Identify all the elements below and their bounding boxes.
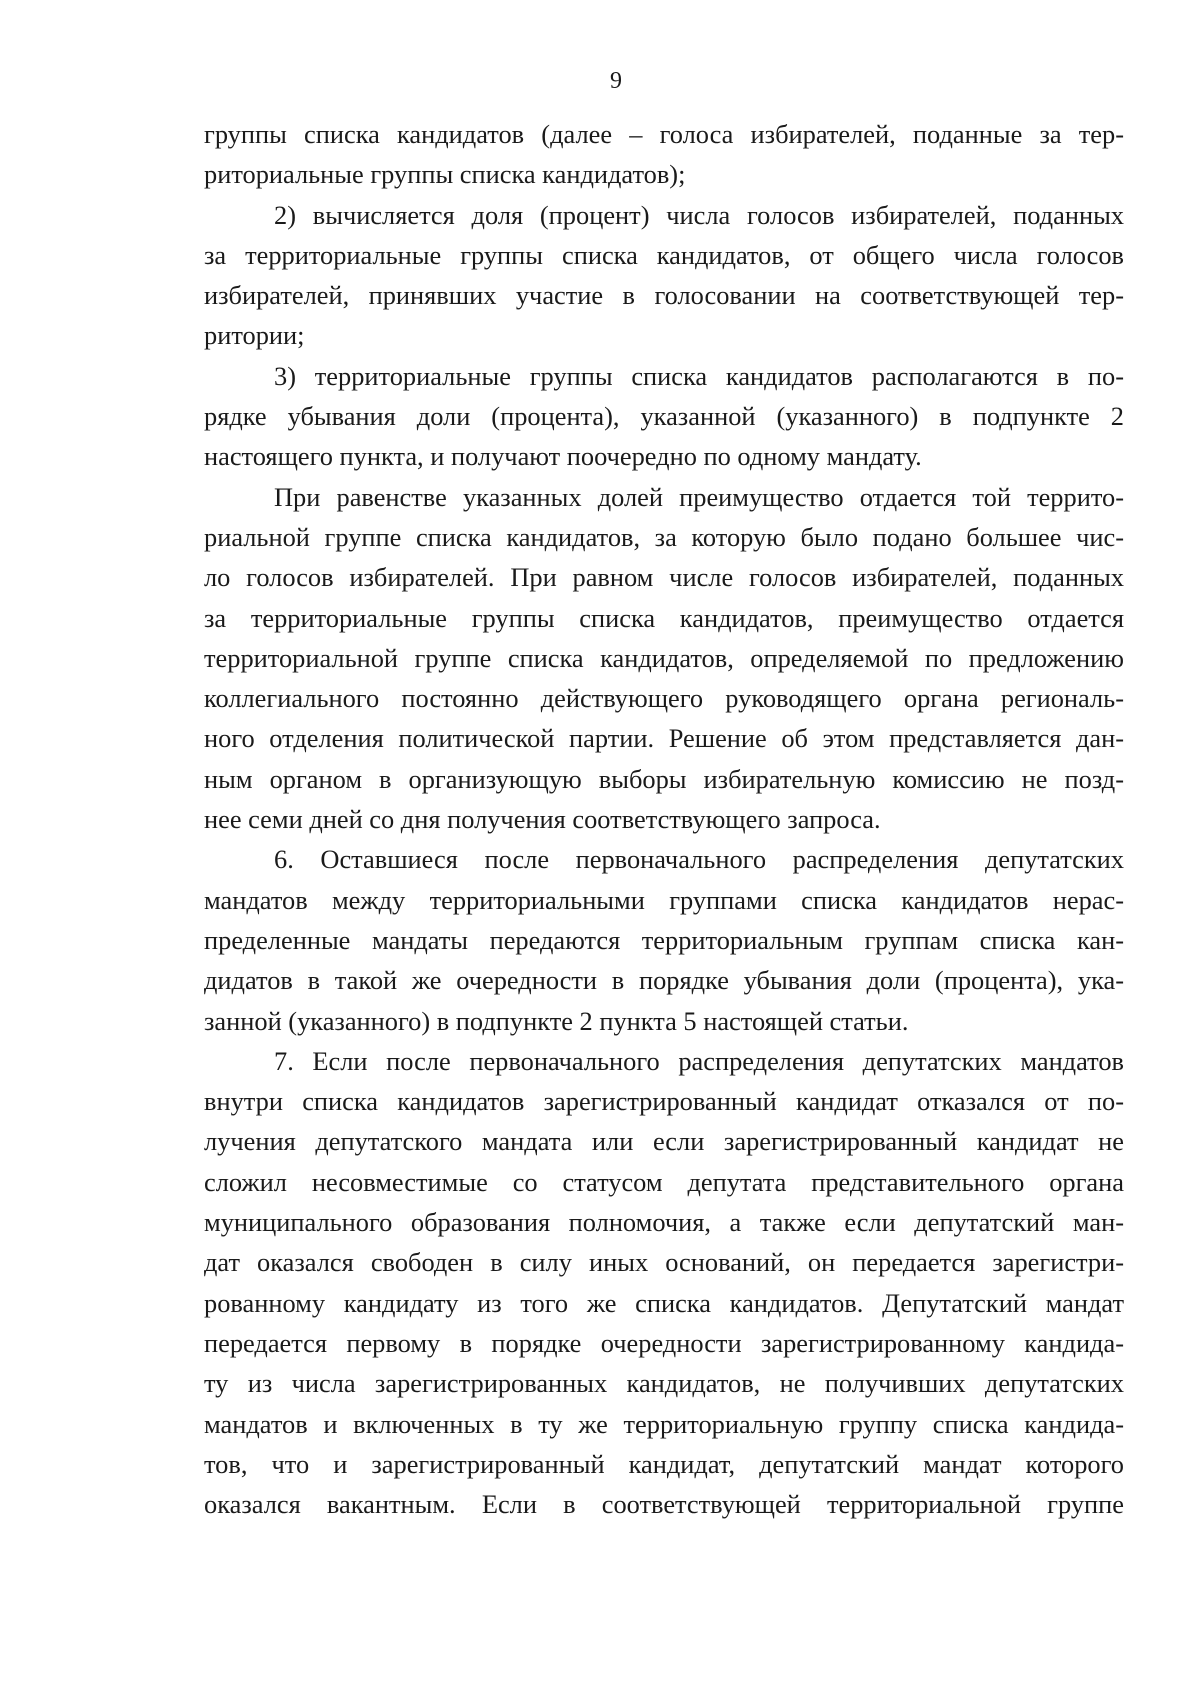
text-line: мандатов между территориальными группами списка кандидатов нерас- xyxy=(204,884,1124,915)
text-line: за территориальные группы списка кандидатов, преимущество отдается xyxy=(204,602,1124,633)
text-line: за территориальные группы списка кандидатов, от общего числа голосов xyxy=(204,239,1124,270)
text-line: риальной группе списка кандидатов, за которую было подано большее чис- xyxy=(204,521,1124,552)
text-line: тов, что и зарегистрированный кандидат, депутатский мандат которого xyxy=(204,1448,1124,1479)
text-line: группы списка кандидатов (далее – голоса избирателей, поданные за тер- xyxy=(204,119,1124,149)
text-line: ритории; xyxy=(204,320,305,351)
text-line: рованному кандидату из того же списка кандидатов. Депутатский мандат xyxy=(204,1287,1124,1318)
text-line: ным органом в организующую выборы избирательную комиссию не позд- xyxy=(204,763,1124,794)
text-line: 7. Если после первоначального распределения депутатских мандатов xyxy=(274,1045,1124,1076)
text-line: ло голосов избирателей. При равном числе голосов избирателей, поданных xyxy=(204,562,1124,593)
text-line: территориальной группе списка кандидатов, определяемой по предложению xyxy=(204,642,1124,673)
text-line: мандатов и включенных в ту же территориальную группу списка кандида- xyxy=(204,1408,1124,1439)
text-line: дидатов в такой же очередности в порядке убывания доли (процента), ука- xyxy=(204,965,1124,996)
text-line: лучения депутатского мандата или если зарегистрированный кандидат не xyxy=(204,1126,1124,1157)
text-line: оказался вакантным. Если в соответствующей территориальной группе xyxy=(204,1489,1124,1520)
text-line: При равенстве указанных долей преимущество отдается той террито- xyxy=(274,481,1124,512)
text-line: муниципального образования полномочия, а также если депутатский ман- xyxy=(204,1207,1124,1238)
text-line: 2) вычисляется доля (процент) числа голосов избирателей, поданных xyxy=(274,199,1124,230)
text-line: ту из числа зарегистрированных кандидатов, не получивших депутатских xyxy=(204,1368,1124,1399)
text-line: внутри списка кандидатов зарегистрированный кандидат отказался от по- xyxy=(204,1086,1124,1117)
text-line: пределенные мандаты передаются территориальным группам списка кан- xyxy=(204,924,1124,955)
text-line: сложил несовместимые со статусом депутата представительного органа xyxy=(204,1166,1124,1197)
text-line: коллегиального постоянно действующего руководящего органа региональ- xyxy=(204,683,1124,714)
text-line: ного отделения политической партии. Решение об этом представляется дан- xyxy=(204,723,1124,754)
text-line: рядке убывания доли (процента), указанной (указанного) в подпункте 2 xyxy=(204,401,1124,432)
text-line: дат оказался свободен в силу иных оснований, он передается зарегистри- xyxy=(204,1247,1124,1278)
text-line: 3) территориальные группы списка кандидатов располагаются в по- xyxy=(274,360,1124,391)
text-line: настоящего пункта, и получают поочередно по одному мандату. xyxy=(204,441,922,472)
text-line: избирателей, принявших участие в голосовании на соответствующей тер- xyxy=(204,280,1124,311)
text-line: передается первому в порядке очередности зарегистрированному кандида- xyxy=(204,1327,1124,1358)
text-line: нее семи дней со дня получения соответствующего запроса. xyxy=(204,804,881,835)
text-line: 6. Оставшиеся после первоначального распределения депутатских xyxy=(274,844,1124,875)
text-line: риториальные группы списка кандидатов); xyxy=(204,159,686,190)
text-line: занной (указанного) в подпункте 2 пункта 5 настоящей статьи. xyxy=(204,1005,909,1036)
body-text xyxy=(204,114,1124,1524)
page-number: 9 xyxy=(610,68,622,94)
